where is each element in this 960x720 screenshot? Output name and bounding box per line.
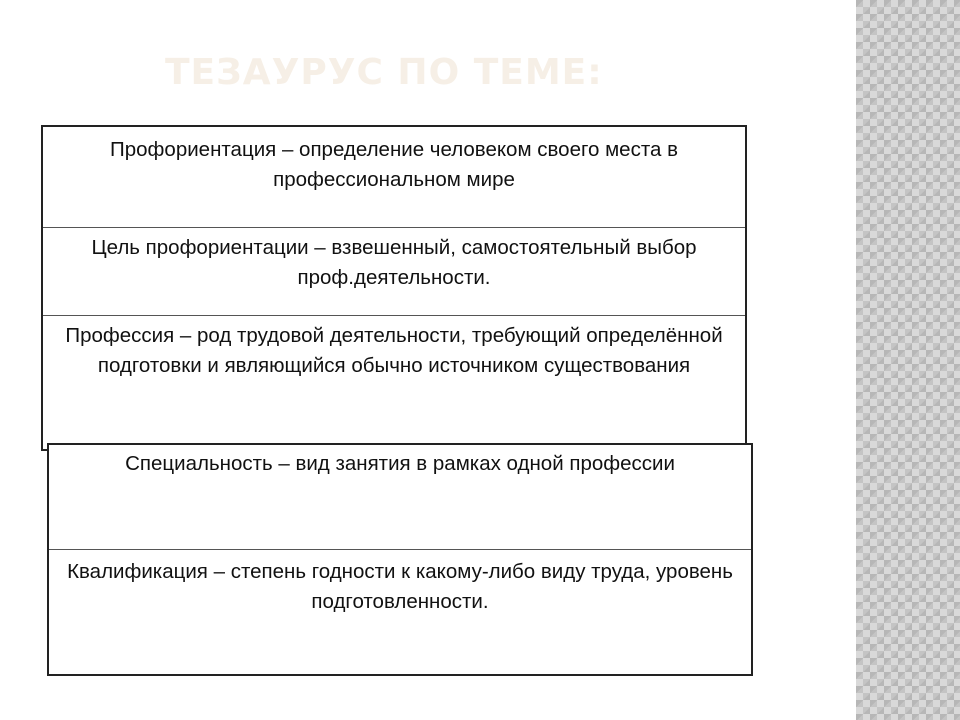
definition-career-guidance: Профориентация – определение человеком своего места в профессиональном мире bbox=[110, 138, 678, 191]
decorative-side-pattern bbox=[856, 0, 960, 720]
definitions-table-bottom bbox=[47, 443, 753, 676]
definition-career-guidance-goal: Цель профориентации – взвешенный, самостоятельный выбор проф.деятельности. bbox=[91, 236, 697, 289]
slide-title: ТЕЗАУРУС ПО ТЕМЕ: bbox=[165, 52, 603, 93]
definition-qualification: Квалификация – степень годности к какому-либо виду труда, уровень подготовленности. bbox=[67, 560, 733, 613]
definition-profession: Профессия – род трудовой деятельности, требующий определённой подготовки и являющийся обычно источником существования bbox=[65, 324, 723, 377]
definitions-table-top bbox=[41, 125, 747, 451]
definition-specialty: Специальность – вид занятия в рамках одной профессии bbox=[125, 452, 675, 475]
